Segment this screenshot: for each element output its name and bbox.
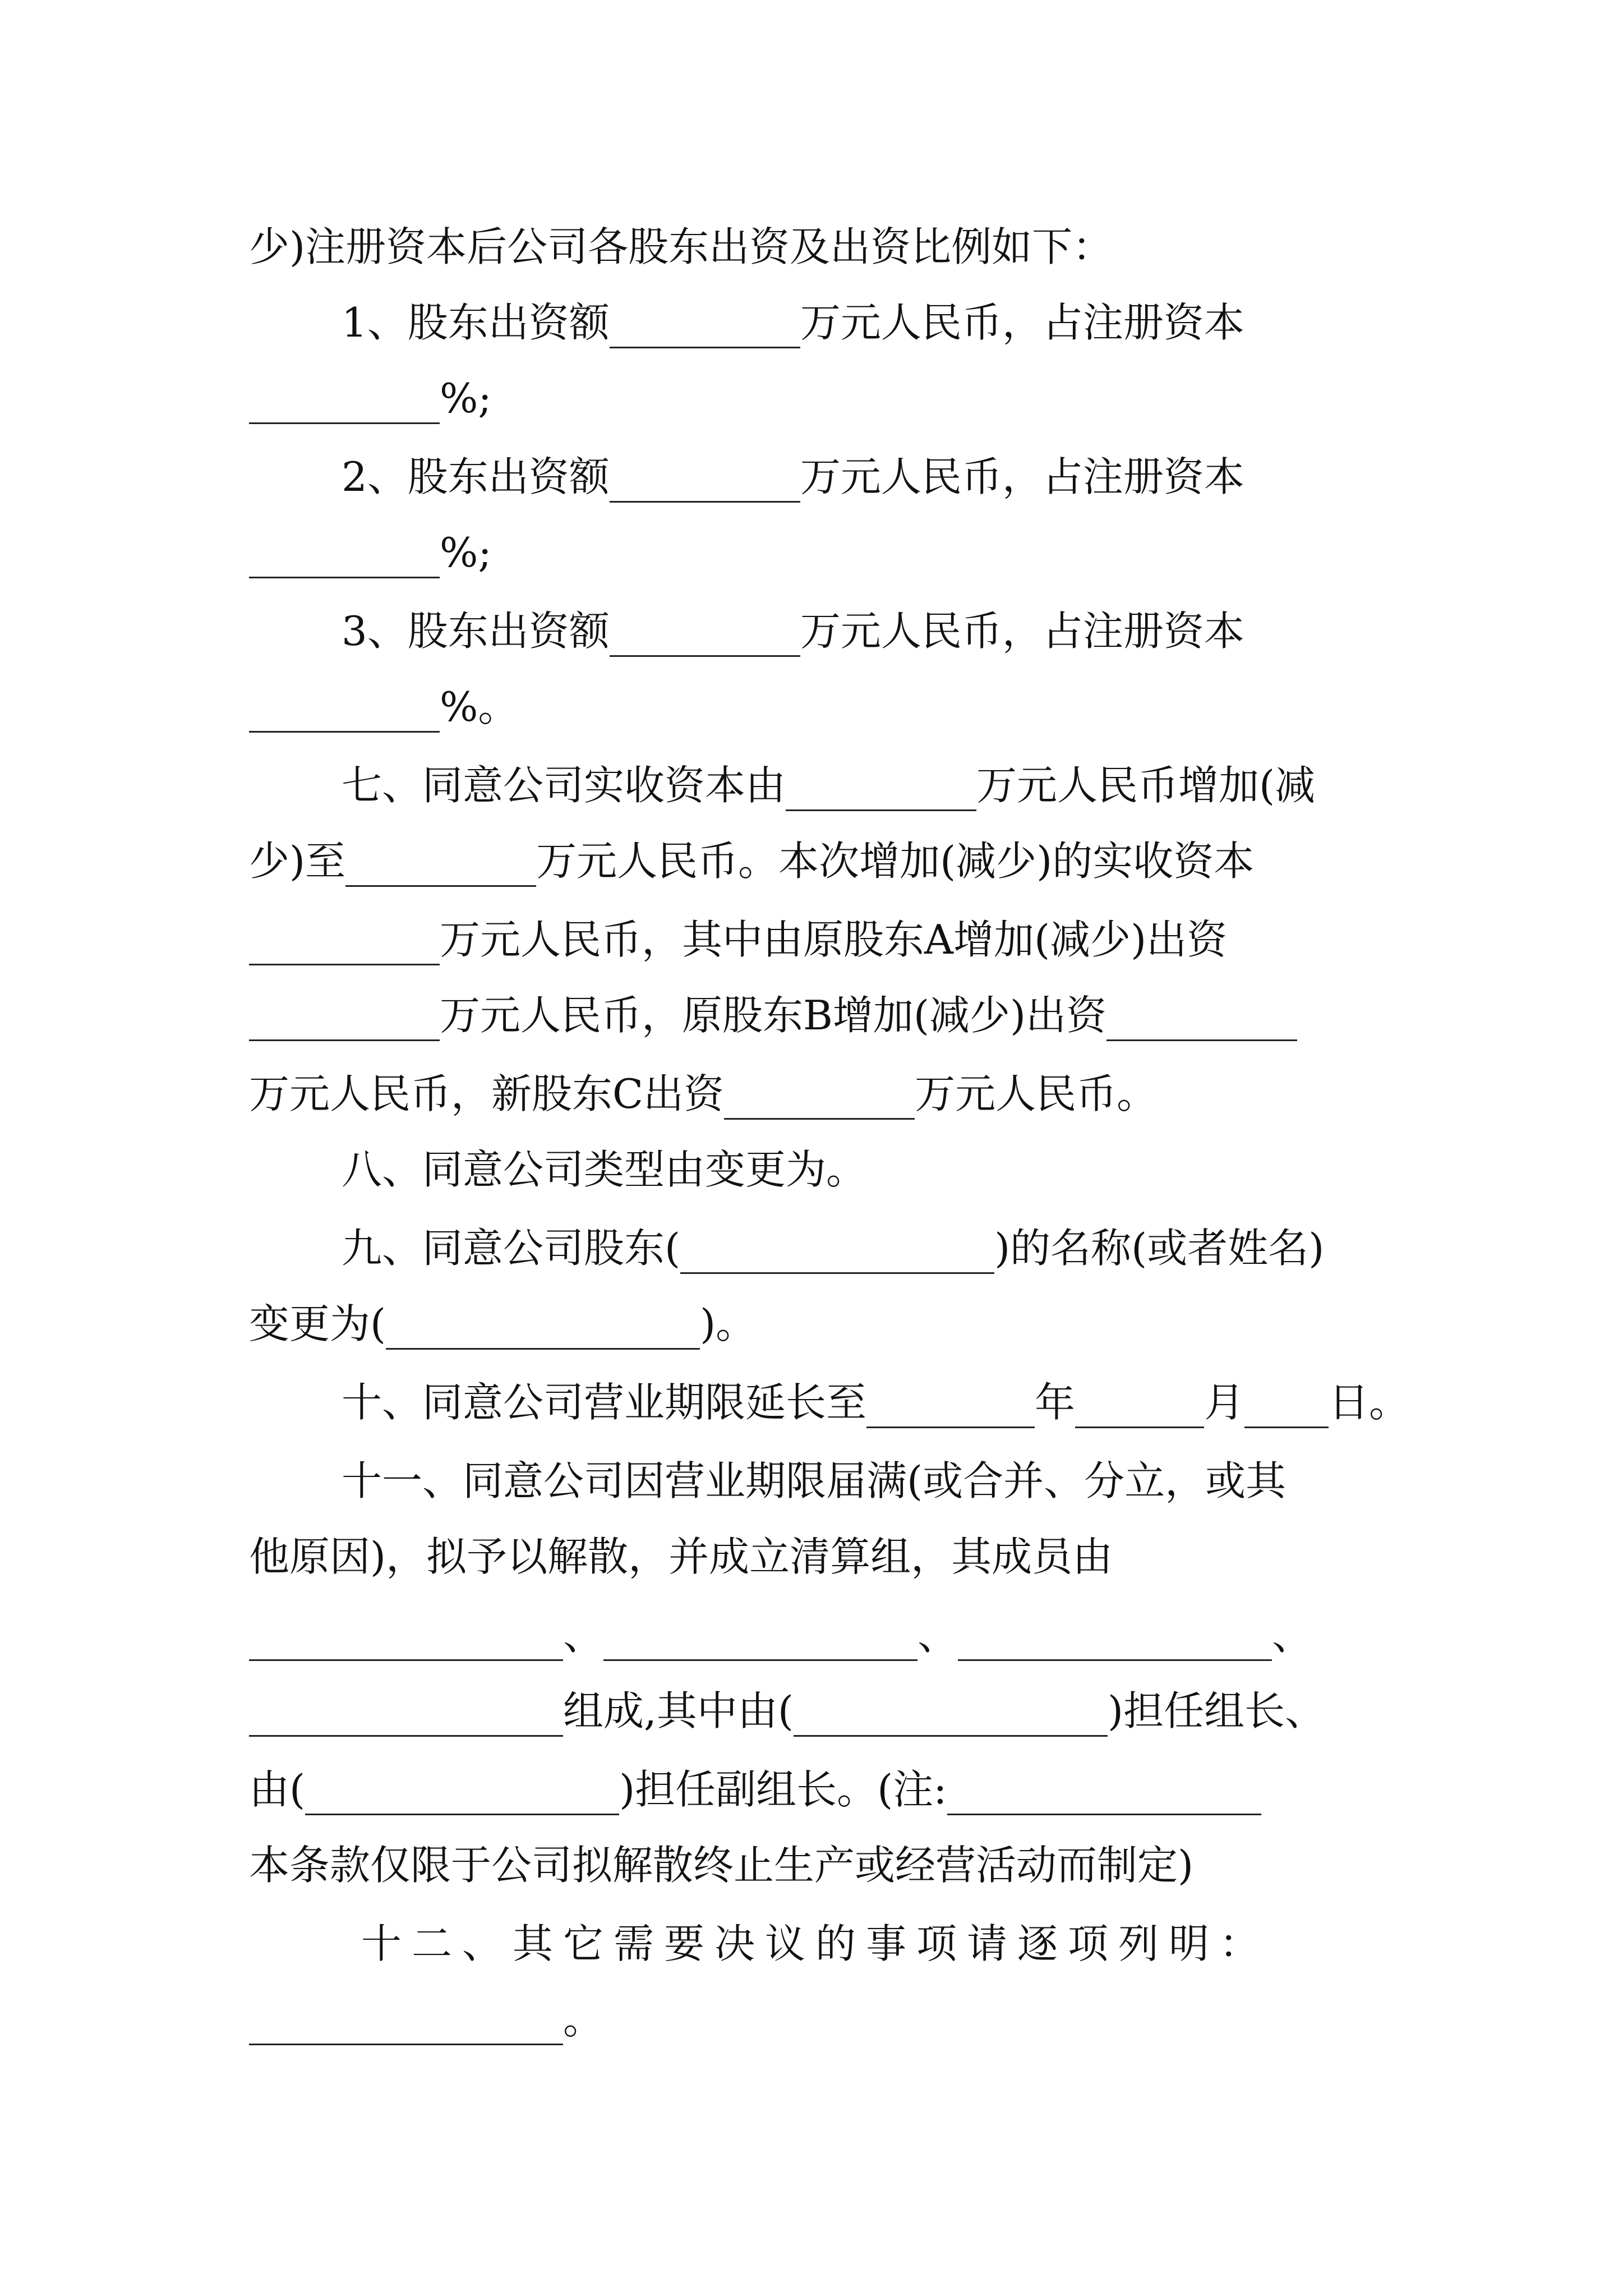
blank-field[interactable] — [1075, 1378, 1204, 1428]
clause-11-line-2: 他原因)，拟予以解散，并成立清算组，其成员由 — [249, 1533, 1113, 1580]
text-line: 少)注册资本后公司各股东出资及出资比例如下： — [249, 223, 1113, 270]
shareholder-3-percent-line: %。 — [249, 673, 1393, 740]
clause-11-line-6: 本条款仅限于公司拟解散终止生产或经营活动而制定) — [249, 1842, 1194, 1889]
clause-7-line-1: 七、同意公司实收资本由 万元人民币增加(减 — [249, 752, 1393, 819]
clause-11-line-4: 组成,其中由( )担任组长、 — [249, 1677, 1393, 1745]
blank-field[interactable] — [1106, 991, 1297, 1041]
shareholder-2-percent-line: %; — [249, 519, 1393, 586]
clause-10-line: 十、同意公司营业期限延长至 年 月 日。 — [249, 1369, 1393, 1436]
clause-7-line-4: 万元人民币，原股东B增加(减少)出资 — [249, 982, 1393, 1049]
clause-12-line-2: 。 — [249, 1986, 1393, 2053]
blank-field[interactable] — [958, 1611, 1272, 1661]
blank-field[interactable] — [610, 453, 800, 503]
clause-9-line-1: 九、同意公司股东( )的名称(或者姓名) — [249, 1214, 1393, 1282]
blank-field[interactable] — [680, 1224, 994, 1274]
blank-field[interactable] — [249, 1995, 563, 2045]
blank-field[interactable] — [794, 1687, 1108, 1737]
blank-field[interactable] — [249, 1687, 563, 1737]
blank-field[interactable] — [610, 298, 800, 348]
shareholder-1-percent-line: %; — [249, 365, 1393, 432]
blank-field[interactable] — [249, 915, 440, 965]
blank-field[interactable] — [249, 374, 440, 424]
clause-7-line-3: 万元人民币，其中由原股东A增加(减少)出资 — [249, 906, 1393, 973]
clause-11-line-3: 、 、 、 — [249, 1602, 1393, 1669]
blank-field[interactable] — [866, 1378, 1035, 1428]
clause-7-line-5: 万元人民币，新股东C出资 万元人民币。 — [249, 1060, 1393, 1128]
blank-field[interactable] — [249, 1611, 563, 1661]
clause-11-line-1: 十一、同意公司因营业期限届满(或合并、分立，或其 — [342, 1457, 1287, 1504]
blank-field[interactable] — [947, 1765, 1261, 1815]
blank-field[interactable] — [305, 1765, 619, 1815]
shareholder-1-line: 1、股东出资额 万元人民币，占注册资本 — [249, 289, 1393, 356]
blank-field[interactable] — [249, 991, 440, 1041]
shareholder-3-line: 3、股东出资额 万元人民币，占注册资本 — [249, 597, 1393, 665]
blank-field[interactable] — [610, 607, 800, 657]
clause-8-line: 八、同意公司类型由变更为。 — [342, 1146, 867, 1193]
blank-field[interactable] — [249, 528, 440, 578]
blank-field[interactable] — [1244, 1378, 1329, 1428]
blank-field[interactable] — [724, 1070, 915, 1120]
blank-field[interactable] — [345, 837, 536, 887]
blank-field[interactable] — [386, 1300, 700, 1350]
shareholder-2-line: 2、股东出资额 万元人民币，占注册资本 — [249, 443, 1393, 510]
clause-12-line-1: 十二、其它需要决议的事项请逐项列明： — [361, 1920, 1270, 1967]
clause-9-line-2: 变更为( )。 — [249, 1290, 1393, 1358]
clause-7-line-2: 少)至 万元人民币。本次增加(减少)的实收资本 — [249, 827, 1393, 895]
blank-field[interactable] — [249, 683, 440, 733]
blank-field[interactable] — [786, 761, 976, 811]
clause-11-line-5: 由( )担任副组长。(注: — [249, 1756, 1393, 1823]
blank-field[interactable] — [603, 1611, 917, 1661]
